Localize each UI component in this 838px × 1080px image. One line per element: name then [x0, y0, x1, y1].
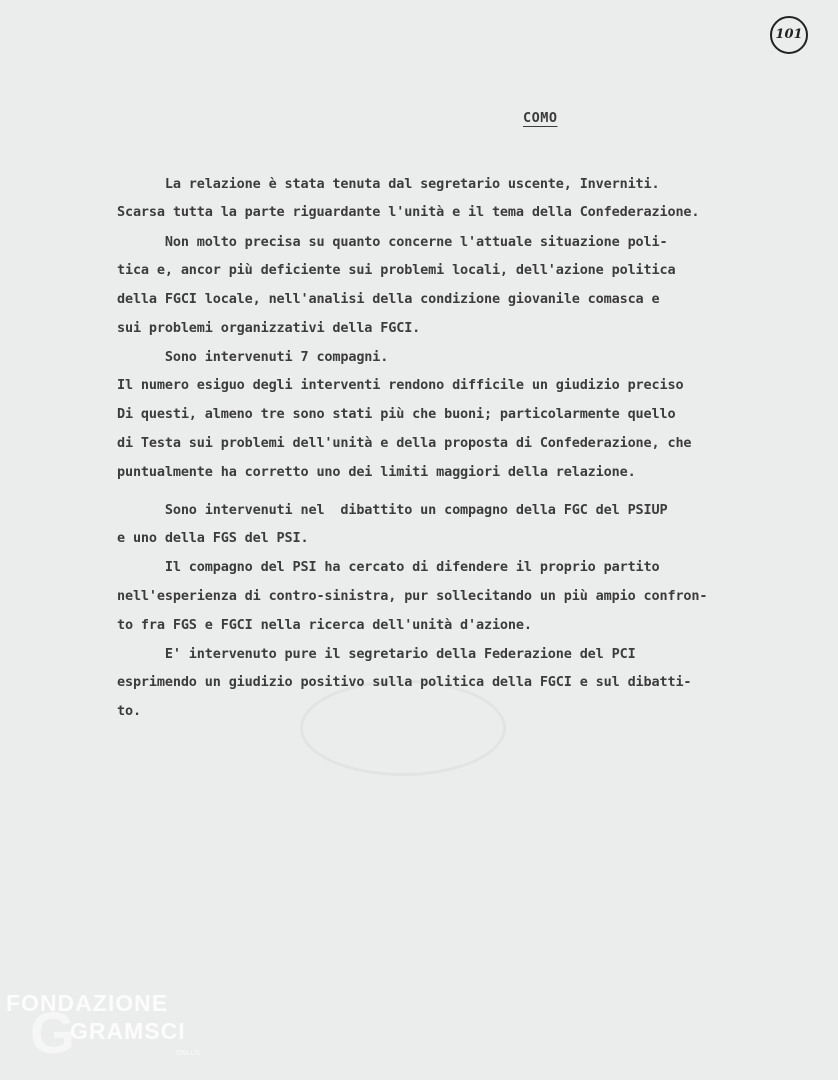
text-line: E' intervenuto pure il segretario della Federazione del PCI [117, 646, 636, 662]
fondazione-gramsci-watermark [0, 985, 230, 1080]
faded-stamp [300, 680, 506, 776]
text-line: e uno della FGS del PSI. [117, 530, 309, 546]
watermark-line1: FONDAZIONE [6, 990, 169, 1016]
text-line: sui problemi organizzativi della FGCI. [117, 320, 421, 336]
text-line: tica e, ancor più deficiente sui problemi locali, dell'azione politica [117, 262, 676, 278]
text-line: esprimendo un giudizio positivo sulla politica della FGCI e sul dibatti- [117, 674, 692, 690]
document-title: COMO [523, 110, 558, 126]
text-line: Di questi, almeno tre sono stati più che buoni; particolarmente quello [117, 406, 676, 422]
text-line: Il compagno del PSI ha cercato di difendere il proprio partito [117, 559, 660, 575]
watermark-line2: GRAMSCI [70, 1018, 186, 1044]
text-line: Non molto precisa su quanto concerne l'attuale situazione poli- [117, 234, 668, 250]
text-line: della FGCI locale, nell'analisi della condizione giovanile comasca e [117, 291, 660, 307]
text-line: La relazione è stata tenuta dal segretario uscente, Inverniti. [117, 176, 660, 192]
page-number: 101 [770, 16, 808, 54]
text-line: puntualmente ha corretto uno dei limiti maggiori della relazione. [117, 464, 636, 480]
text-line: Sono intervenuti 7 compagni. [117, 349, 389, 365]
watermark-mark: G [30, 1001, 76, 1066]
text-line: to. [117, 703, 141, 719]
text-line: nell'esperienza di contro-sinistra, pur sollecitando un più ampio confron- [117, 588, 708, 604]
watermark-suffix: ONLUS [176, 1050, 201, 1057]
text-line: di Testa sui problemi dell'unità e della proposta di Confederazione, che [117, 435, 692, 451]
text-line: Scarsa tutta la parte riguardante l'unità e il tema della Confederazione. [117, 204, 700, 220]
text-line: Il numero esiguo degli interventi rendono difficile un giudizio preciso [117, 377, 684, 393]
text-line: Sono intervenuti nel dibattito un compagno della FGC del PSIUP [117, 502, 668, 518]
text-line: to fra FGS e FGCI nella ricerca dell'unità d'azione. [117, 617, 532, 633]
